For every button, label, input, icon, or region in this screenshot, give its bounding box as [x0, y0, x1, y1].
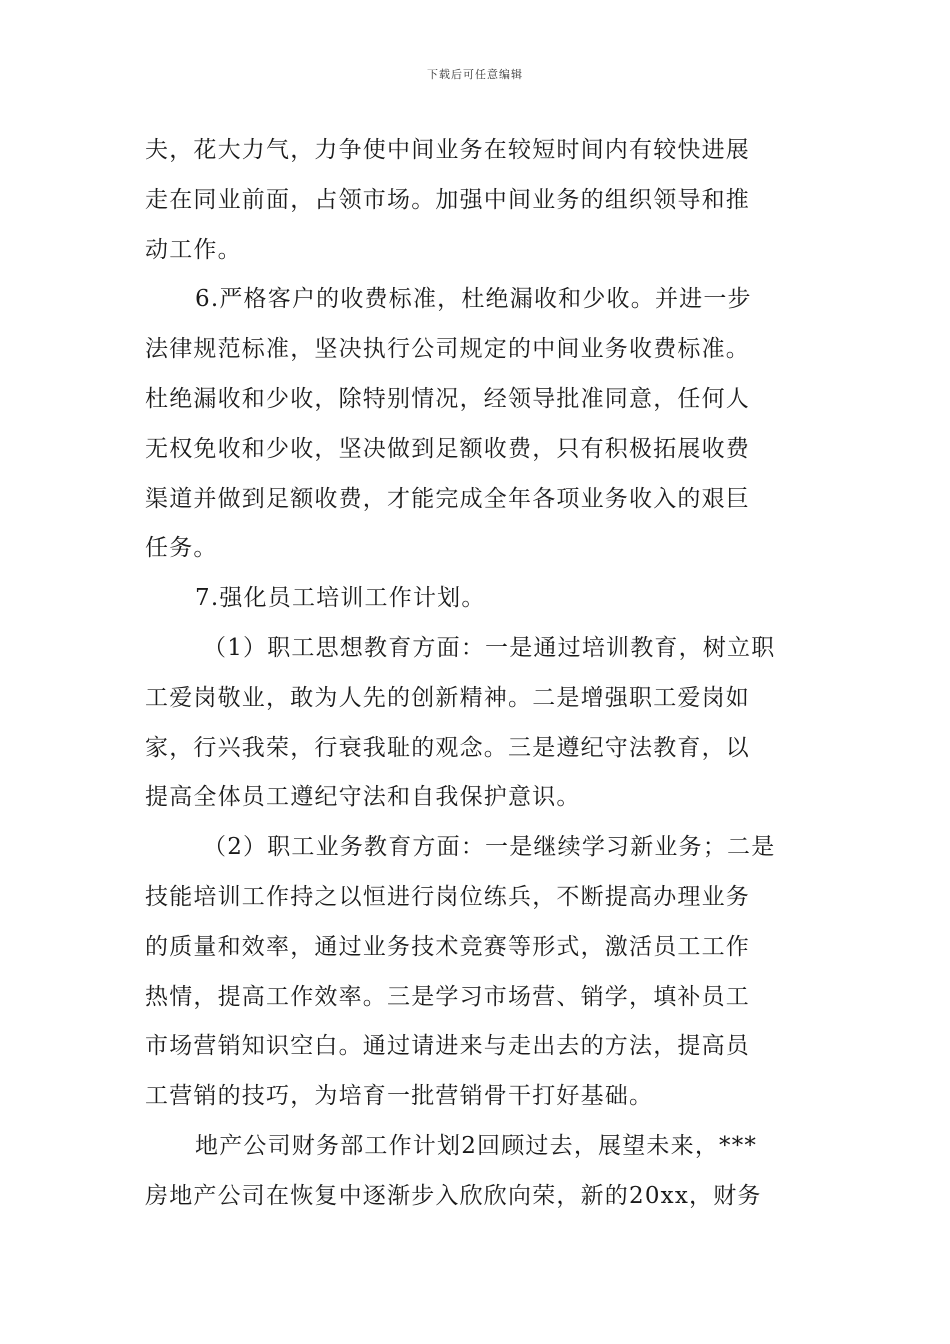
body-line: 任务。	[145, 535, 218, 562]
body-line: （1）职工思想教育方面：一是通过培训教育，树立职	[203, 634, 776, 661]
body-line: 杜绝漏收和少收，除特别情况，经领导批准同意，任何人	[145, 385, 750, 412]
body-line: 市场营销知识空白。通过请进来与走出去的方法，提高员	[145, 1033, 750, 1060]
body-line: （2）职工业务教育方面：一是继续学习新业务；二是	[203, 834, 776, 861]
body-line: 房地产公司在恢复中逐渐步入欣欣向荣，新的20xx，财务	[145, 1182, 762, 1209]
body-line: 6.严格客户的收费标准，杜绝漏收和少收。并进一步	[195, 286, 752, 313]
body-line: 无权免收和少收，坚决做到足额收费，只有积极拓展收费	[145, 435, 750, 462]
body-line: 工爱岗敬业，敢为人先的创新精神。二是增强职工爱岗如	[145, 684, 750, 711]
body-line: 的质量和效率，通过业务技术竞赛等形式，激活员工工作	[145, 933, 750, 960]
body-line: 家，行兴我荣，行衰我耻的观念。三是遵纪守法教育，以	[145, 734, 750, 761]
body-line: 工营销的技巧，为培育一批营销骨干打好基础。	[145, 1083, 654, 1110]
body-line: 夫，花大力气，力争使中间业务在较短时间内有较快进展	[145, 137, 750, 163]
document-body	[145, 126, 810, 1222]
body-line: 动工作。	[145, 236, 242, 263]
body-line: 法律规范标准，坚决执行公司规定的中间业务收费标准。	[145, 336, 750, 363]
body-line: 技能培训工作持之以恒进行岗位练兵，不断提高办理业务	[145, 883, 750, 910]
body-line: 走在同业前面，占领市场。加强中间业务的组织领导和推	[145, 186, 750, 213]
body-line: 热情，提高工作效率。三是学习市场营、销学，填补员工	[145, 983, 750, 1010]
body-line: 提高全体员工遵纪守法和自我保护意识。	[145, 784, 581, 811]
body-line: 渠道并做到足额收费，才能完成全年各项业务收入的艰巨	[145, 485, 750, 512]
body-line: 地产公司财务部工作计划2回顾过去，展望未来，***	[195, 1132, 758, 1159]
body-line: 7.强化员工培训工作计划。	[195, 585, 486, 612]
header-note: 下载后可任意编辑	[427, 68, 523, 81]
